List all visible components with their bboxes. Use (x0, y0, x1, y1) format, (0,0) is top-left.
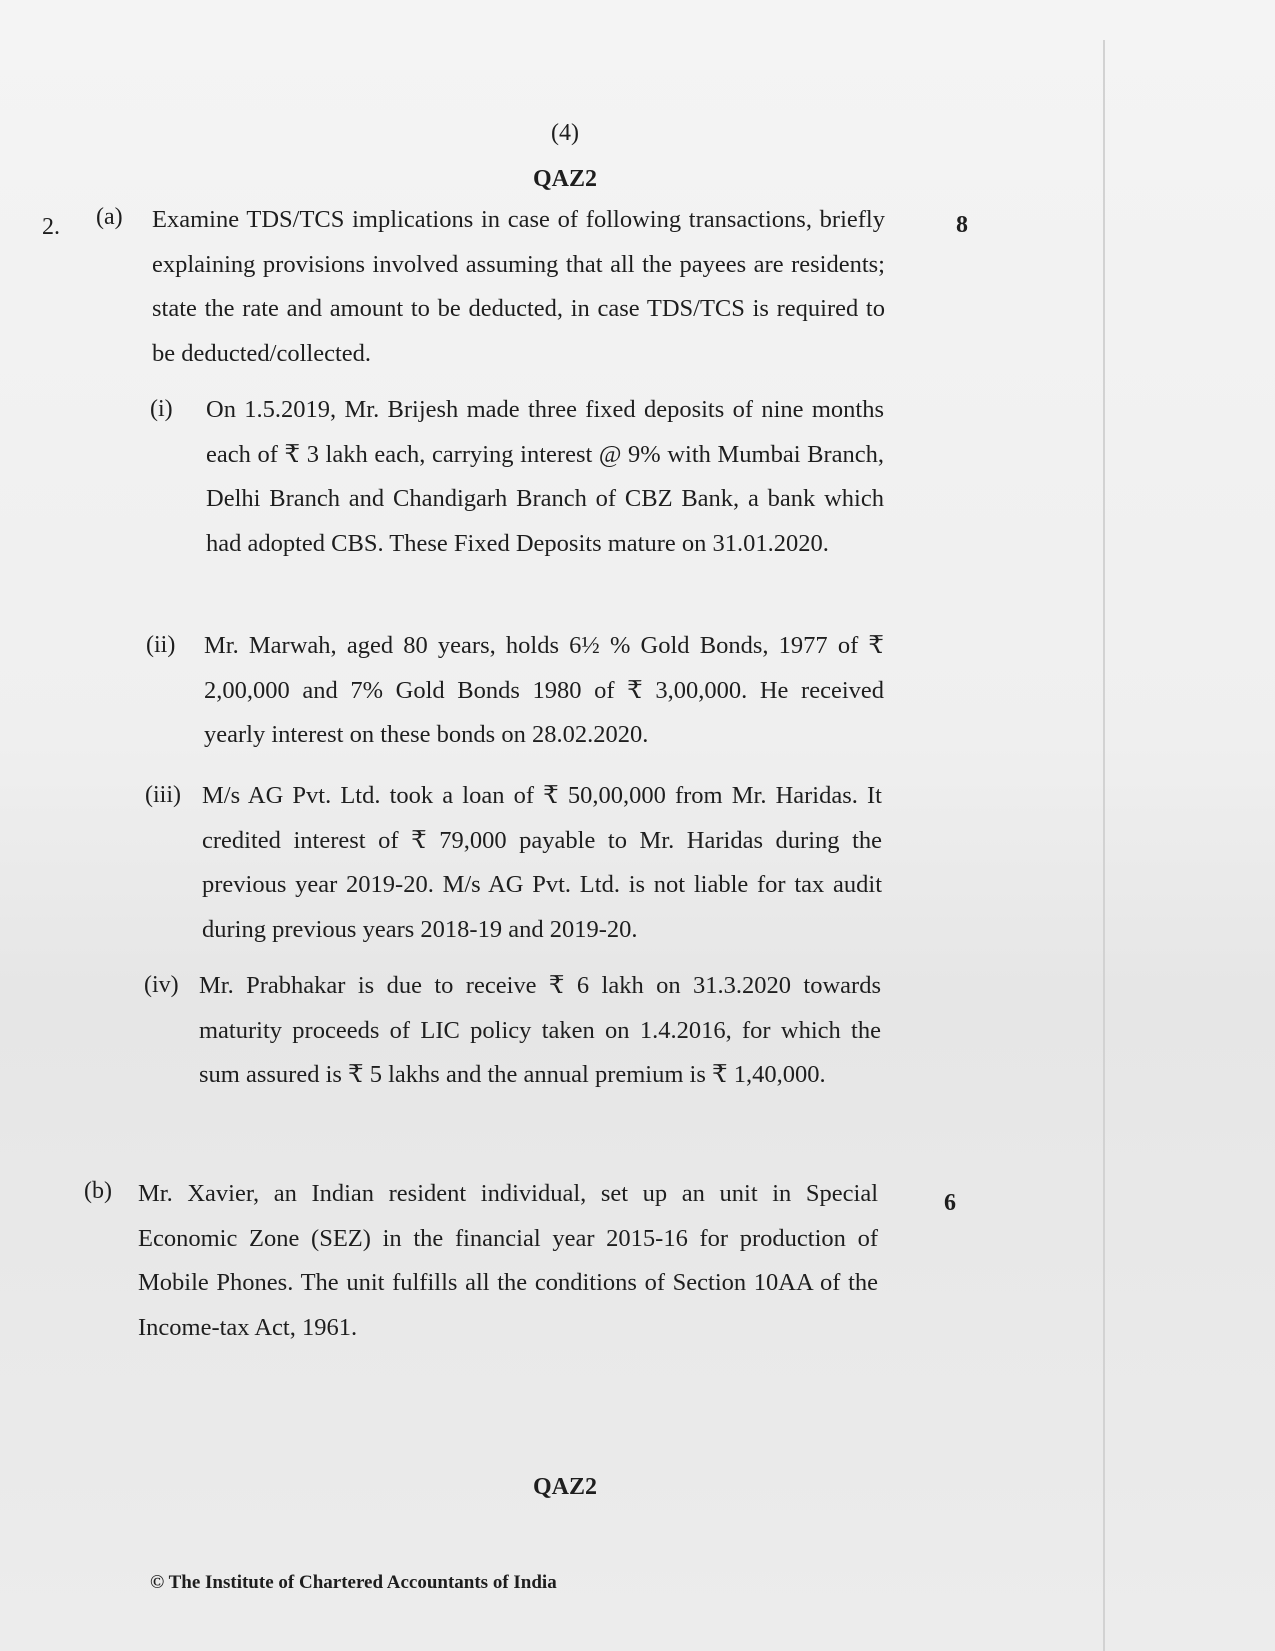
item-iv-label: (iv) (144, 972, 179, 998)
item-ii-text: Mr. Marwah, aged 80 years, holds 6½ % Gold Bonds, 1977 of ₹ 2,00,000 and 7% Gold Bonds 1980 of ₹ 3,00,000. He received yearly interest on these bonds on 28.02.2020. (204, 632, 884, 748)
item-iii-label: (iii) (145, 782, 181, 808)
part-b-text: Mr. Xavier, an Indian resident individual, set up an unit in Special Economic Zone (SEZ) in the financial year 2015-16 for production of Mobile Phones. The unit fulfills all the conditions of Section 10AA of the Income-tax Act, 1961. (138, 1180, 878, 1341)
part-b-label: (b) (84, 1178, 112, 1204)
part-a-label: (a) (96, 204, 123, 230)
item-i-text: On 1.5.2019, Mr. Brijesh made three fixed deposits of nine months each of ₹ 3 lakh each, carrying interest @ 9% with Mumbai Branch, Delhi Branch and Chandigarh Branch of CBZ Bank, a bank which had adopted CBS. These Fixed Deposits mature on 31.01.2020. (206, 396, 884, 557)
page-number: (4) (551, 120, 579, 146)
item-i-label: (i) (150, 396, 173, 422)
question-number: 2. (42, 214, 60, 240)
part-a-marks: 8 (956, 212, 968, 238)
part-b-marks: 6 (944, 1190, 956, 1216)
part-a-intro: Examine TDS/TCS implications in case of following transactions, briefly explaining provisions involved assuming that all the payees are residents; state the rate and amount to be deducted, in case TDS/TCS is required to be deducted/collected. (152, 206, 885, 367)
paper-code-header: QAZ2 (532, 166, 597, 192)
item-iii-text: M/s AG Pvt. Ltd. took a loan of ₹ 50,00,000 from Mr. Haridas. It credited interest of ₹ 79,000 payable to Mr. Haridas during the previous year 2019-20. M/s AG Pvt. Ltd. is not liable for tax audit during previous years 2018-19 and 2019-20. (202, 782, 882, 943)
item-ii-label: (ii) (146, 632, 176, 658)
paper-code-footer: QAZ2 (532, 1474, 597, 1500)
item-iv-text: Mr. Prabhakar is due to receive ₹ 6 lakh on 31.3.2020 towards maturity proceeds of LIC policy taken on 1.4.2016, for which the sum assured is ₹ 5 lakhs and the annual premium is ₹ 1,40,000. (199, 972, 881, 1088)
copyright-footer: © The Institute of Chartered Accountants of India (150, 1572, 557, 1593)
